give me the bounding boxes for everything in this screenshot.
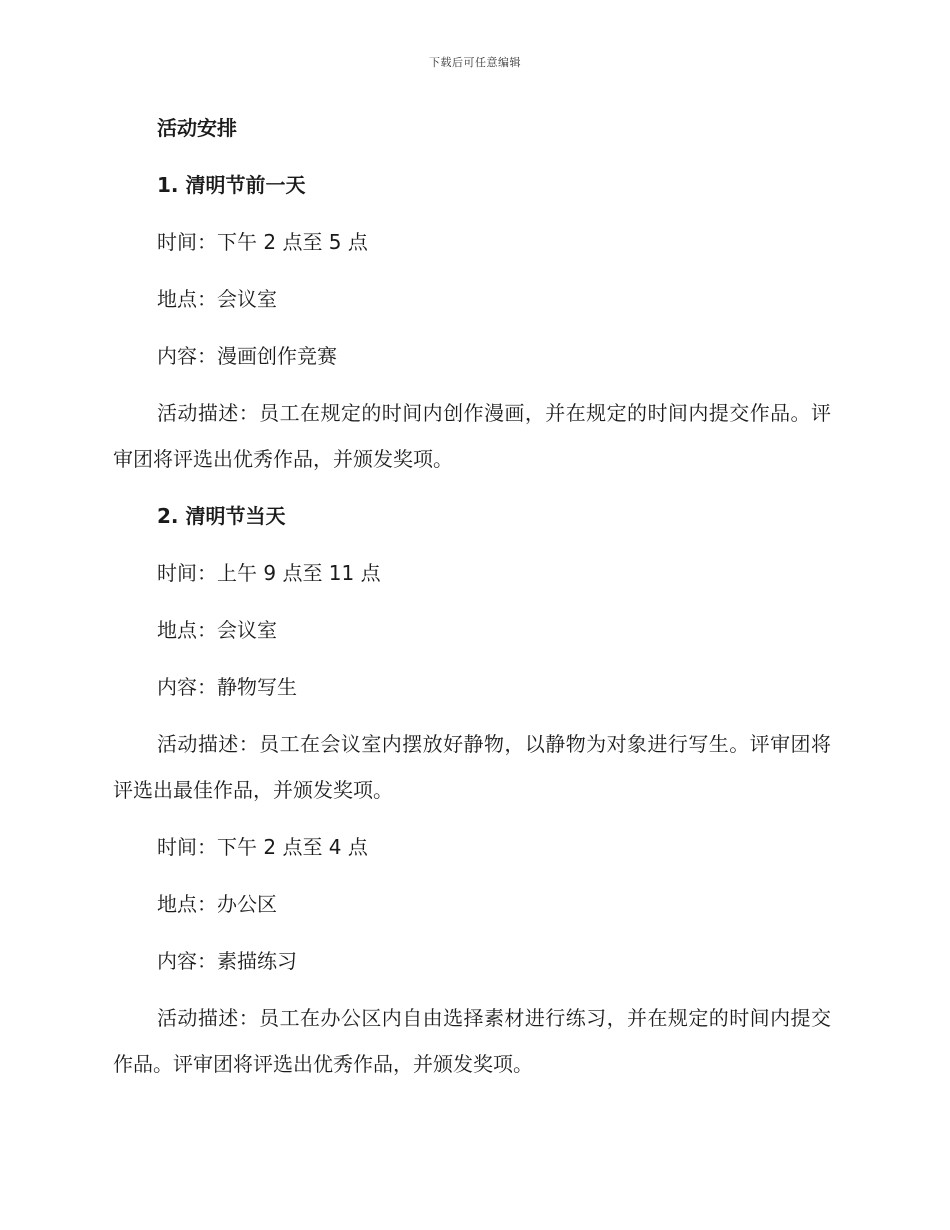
- section-2-content: 内容：静物写生: [157, 675, 297, 699]
- section-1-place: 地点：会议室: [157, 287, 277, 311]
- document-body: [113, 100, 831, 1093]
- section-2-description: 活动描述：员工在会议室内摆放好静物，以静物为对象进行写生。评审团将评选出最佳作品，并颁发奖项。: [113, 732, 831, 802]
- section-1-description: 活动描述：员工在规定的时间内创作漫画，并在规定的时间内提交作品。评审团将评选出优秀作品，并颁发奖项。: [113, 401, 831, 471]
- section-2-time: 时间：上午 9 点至 11 点: [157, 561, 381, 585]
- section-2-place: 地点：会议室: [157, 618, 277, 642]
- section-2-title: 2. 清明节当天: [157, 504, 286, 528]
- section-heading: 活动安排: [157, 116, 237, 140]
- section-1-time: 时间：下午 2 点至 5 点: [157, 230, 368, 254]
- section-1-content: 内容：漫画创作竞赛: [157, 344, 337, 368]
- extra-content: 内容：素描练习: [157, 949, 297, 973]
- section-1-title: 1. 清明节前一天: [157, 173, 306, 197]
- extra-description: 活动描述：员工在办公区内自由选择素材进行练习，并在规定的时间内提交作品。评审团将评选出优秀作品，并颁发奖项。: [113, 1006, 831, 1076]
- header-note: 下载后可任意编辑: [429, 56, 521, 69]
- extra-time: 时间：下午 2 点至 4 点: [157, 835, 368, 859]
- extra-place: 地点：办公区: [157, 892, 277, 916]
